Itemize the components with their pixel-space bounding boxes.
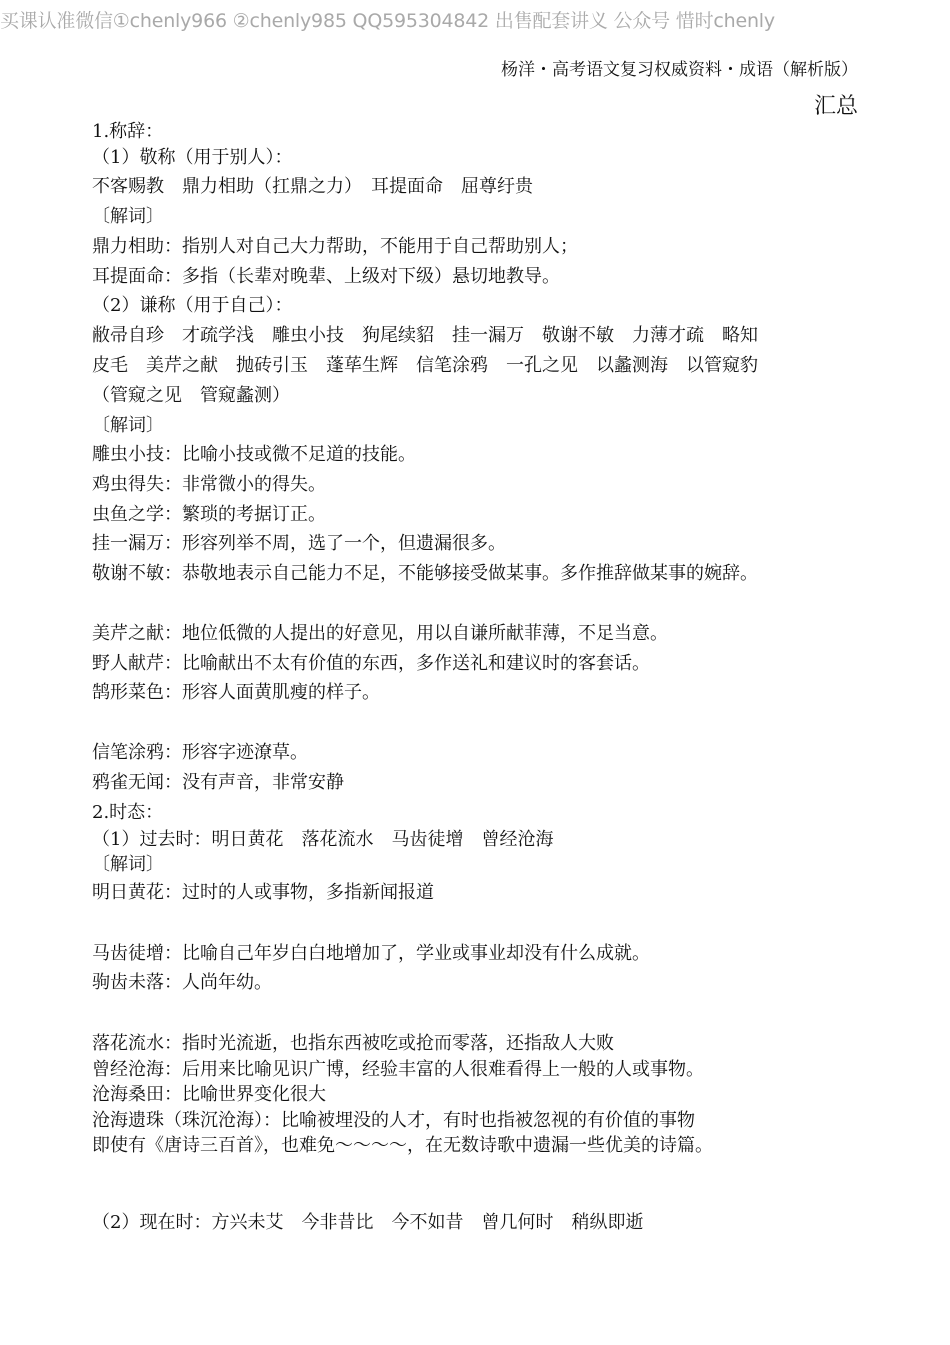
watermark-text: 买课认准微信①chenly966 ②chenly985 QQ595304842 出售配套讲义 公众号 惜时chenly [0, 10, 775, 32]
page-title: 汇总 [813, 94, 858, 119]
section-heading: 1.称辞： [92, 121, 164, 142]
explanation-line: 野人献芹：比喻献出不太有价值的东西，多作送礼和建议时的客套话。 [92, 653, 650, 674]
subsection-heading: （2）谦称（用于自己）： [92, 295, 293, 316]
explanation-line: 雕虫小技：比喻小技或微不足道的技能。 [92, 444, 416, 465]
explanation-label: 〔解词〕 [92, 206, 164, 227]
explanation-line: 敬谢不敏：恭敬地表示自己能力不足，不能够接受做某事。多作推辞做某事的婉辞。 [92, 563, 758, 584]
subsection-heading: （1）敬称（用于别人）： [92, 147, 293, 168]
explanation-line: 驹齿未落：人尚年幼。 [92, 972, 272, 993]
explanation-line: 鸡虫得失：非常微小的得失。 [92, 474, 326, 495]
explanation-line: 曾经沧海：后用来比喻见识广博，经验丰富的人很难看得上一般的人或事物。 [92, 1059, 704, 1080]
explanation-label: 〔解词〕 [92, 415, 164, 436]
idiom-list: （管窥之见 管窥蠡测） [92, 385, 290, 406]
idiom-list: 皮毛 美芹之献 抛砖引玉 蓬荜生辉 信笔涂鸦 一孔之见 以蠡测海 以管窥豹 [92, 355, 758, 376]
subsection-heading: （2）现在时：方兴未艾 今非昔比 今不如昔 曾几何时 稍纵即逝 [92, 1212, 644, 1233]
section-heading: 2.时态： [92, 802, 164, 823]
explanation-line: 鼎力相助：指别人对自己大力帮助，不能用于自己帮助别人； [92, 236, 578, 257]
explanation-line: 鸦雀无闻：没有声音，非常安静 [92, 772, 344, 793]
explanation-line: 沧海桑田：比喻世界变化很大 [92, 1084, 326, 1105]
idiom-list: 敝帚自珍 才疏学浅 雕虫小技 狗尾续貂 挂一漏万 敬谢不敏 力薄才疏 略知 [92, 325, 758, 346]
explanation-line: 沧海遗珠（珠沉沧海）：比喻被埋没的人才，有时也指被忽视的有价值的事物 [92, 1110, 695, 1131]
running-header: 杨洋・高考语文复习权威资料・成语（解析版） [501, 60, 858, 80]
explanation-line: 鹄形菜色：形容人面黄肌瘦的样子。 [92, 682, 380, 703]
explanation-label: 〔解词〕 [92, 854, 164, 875]
explanation-line: 虫鱼之学：繁琐的考据订正。 [92, 504, 326, 525]
explanation-line: 落花流水：指时光流逝，也指东西被吃或抢而零落，还指敌人大败 [92, 1033, 614, 1054]
explanation-line: 信笔涂鸦：形容字迹潦草。 [92, 742, 308, 763]
explanation-line: 马齿徒增：比喻自己年岁白白地增加了，学业或事业却没有什么成就。 [92, 943, 650, 964]
idiom-list: 不客赐教 鼎力相助（扛鼎之力） 耳提面命 屈尊纡贵 [92, 176, 533, 197]
explanation-line: 挂一漏万：形容列举不周，选了一个，但遗漏很多。 [92, 533, 506, 554]
explanation-line: 明日黄花：过时的人或事物，多指新闻报道 [92, 882, 434, 903]
explanation-line: 耳提面命：多指（长辈对晚辈、上级对下级）悬切地教导。 [92, 266, 560, 287]
subsection-heading: （1）过去时：明日黄花 落花流水 马齿徒增 曾经沧海 [92, 829, 554, 850]
explanation-line: 美芹之献：地位低微的人提出的好意见，用以自谦所献菲薄，不足当意。 [92, 623, 668, 644]
example-sentence: 即使有《唐诗三百首》，也难免～～～～，在无数诗歌中遗漏一些优美的诗篇。 [92, 1135, 713, 1156]
